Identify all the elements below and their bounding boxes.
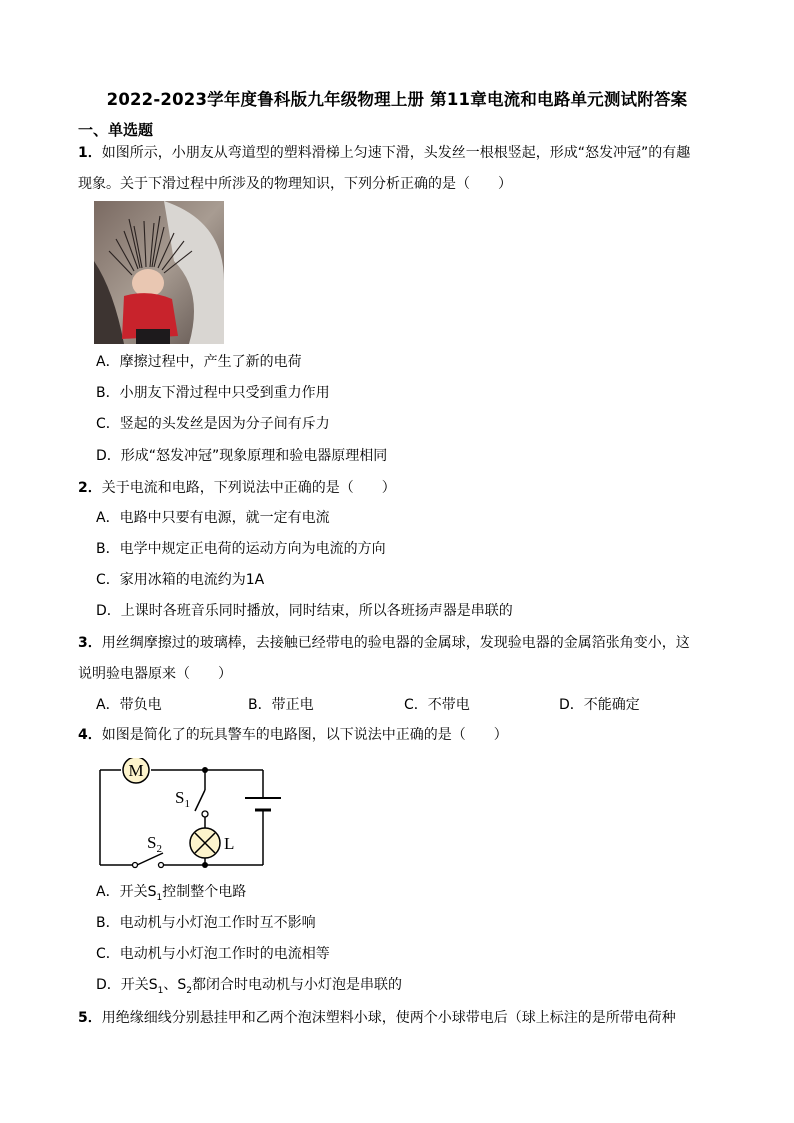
question-number: 3． [78,635,102,651]
section-heading: 一、单选题 [78,121,154,139]
question-2 [78,473,728,504]
q4-option-d: D．开关$S_1$、$S_2$都闭合时电动机与小灯泡是串联的 [96,977,403,996]
question-5 [78,1003,728,1034]
q3-option-c: C．不带电 [404,697,470,713]
q4-option-b: B．电动机与小灯泡工作时互不影响 [96,915,316,931]
q2-option-a: A．电路中只要有电源，就一定有电流 [96,510,330,526]
question-number: 4． [78,727,102,743]
q4-option-a: A．开关$S_1$控制整个电路 [96,884,247,903]
question-number: 1． [78,145,102,161]
lamp-label: L [224,834,235,853]
q2-option-c: C．家用冰箱的电流约为1A [96,572,265,588]
motor-label: M [128,761,144,780]
question-3 [78,628,728,690]
switch1-label: $S_1$ [175,788,190,810]
q2-option-b: B．电学中规定正电荷的运动方向为电流的方向 [96,541,386,557]
page-title: 2022-2023学年度鲁科版九年级物理上册 第11章电流和电路单元测试附答案 [106,90,688,109]
question-text: 关于电流和电路，下列说法中正确的是（ ） [101,480,396,496]
q4-option-c: C．电动机与小灯泡工作时的电流相等 [96,946,330,962]
q1-option-d: D．形成“怒发冲冠”现象原理和验电器原理相同 [96,448,388,464]
question-text-cont: 现象。关于下滑过程中所涉及的物理知识，下列分析正确的是（ ） [78,176,512,192]
question-number: 2． [78,480,102,496]
q1-option-b: B．小朋友下滑过程中只受到重力作用 [96,385,330,401]
switch2-label: $S_2$ [147,833,162,855]
question-1 [78,138,728,200]
q1-option-c: C．竖起的头发丝是因为分子间有斥力 [96,416,330,432]
question-text: 用绝缘细线分别悬挂甲和乙两个泡沫塑料小球，使两个小球带电后（球上标注的是所带电荷种 [101,1010,676,1026]
q3-option-b: B．带正电 [248,697,314,713]
question-text-cont: 说明验电器原来（ ） [78,666,232,682]
q3-option-a: A．带负电 [96,697,162,713]
circuit-diagram [95,758,295,873]
question-text: 如图所示，小朋友从弯道型的塑料滑梯上匀速下滑，头发丝一根根竖起，形成“怒发冲冠”的有趣 [101,145,691,161]
q1-option-a: A．摩擦过程中，产生了新的电荷 [96,354,302,370]
question-number: 5． [78,1010,102,1026]
question-text: 如图是简化了的玩具警车的电路图，以下说法中正确的是（ ） [101,727,508,743]
question-4 [78,720,728,751]
slide-photo [94,201,224,344]
question-text: 用丝绸摩擦过的玻璃棒，去接触已经带电的验电器的金属球，发现验电器的金属箔张角变小，这 [101,635,690,651]
q2-option-d: D．上课时各班音乐同时播放，同时结束，所以各班扬声器是串联的 [96,603,513,619]
q3-option-d: D．不能确定 [559,697,640,713]
